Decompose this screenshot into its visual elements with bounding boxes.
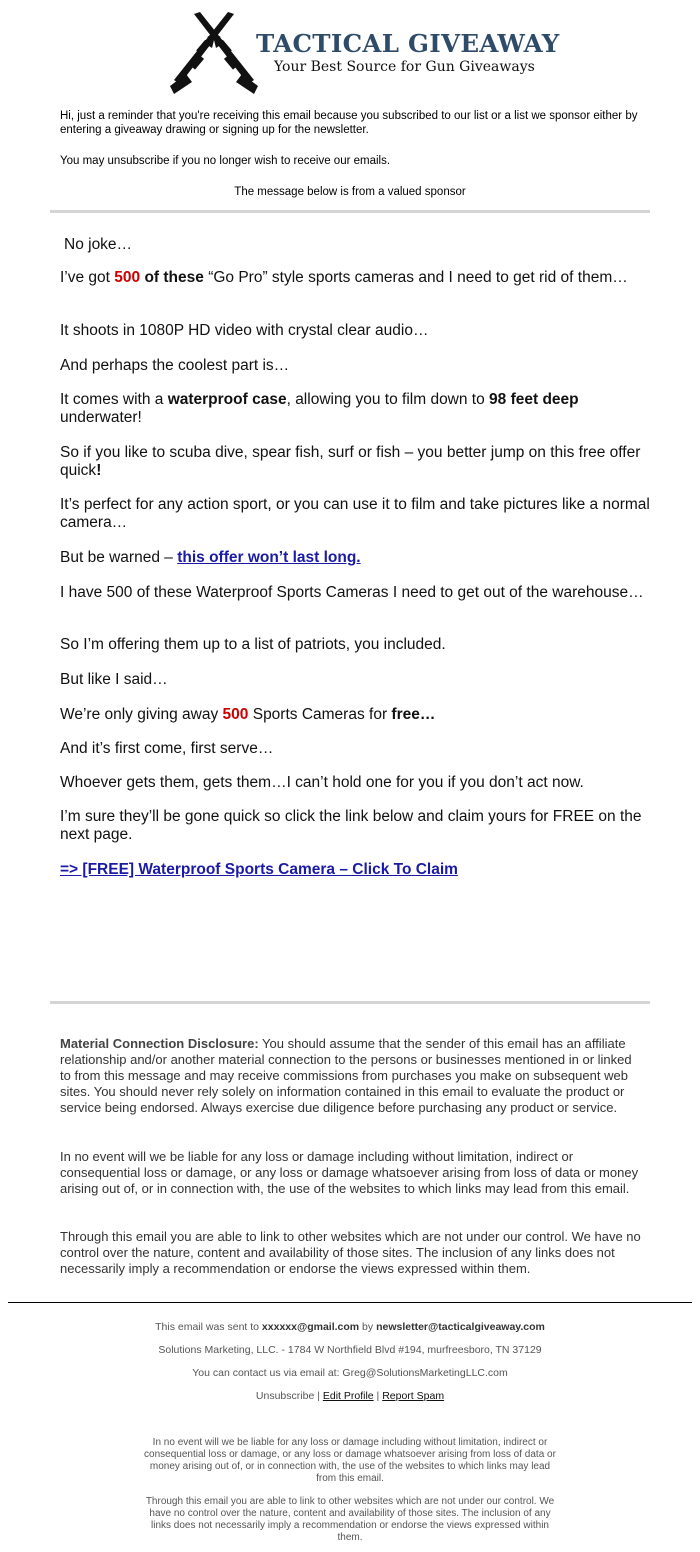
message-paragraph: So I’m offering them up to a list of patriots, you included. — [60, 636, 446, 653]
bold-text: waterproof case — [167, 391, 287, 408]
message-paragraph: It shoots in 1080P HD video with crystal clear audio… — [60, 322, 429, 339]
claim-camera-link[interactable]: => [FREE] Waterproof Sports Camera – Click To Claim — [60, 861, 458, 878]
separator: | — [373, 1390, 383, 1402]
text: It comes with a — [60, 391, 168, 408]
logo-tagline: Your Best Source for Gun Giveaways — [274, 59, 535, 75]
message-paragraph — [60, 269, 650, 287]
message-paragraph — [60, 391, 650, 427]
sponsor-note: The message below is from a valued sponsor — [234, 186, 466, 198]
message-paragraph: And it’s first come, first serve… — [60, 740, 274, 757]
postal-address: Solutions Marketing, LLC. - 1784 W Northfield Blvd #194, murfreesboro, TN 37129 — [158, 1344, 542, 1356]
footer-liability: In no event will we be liable for any loss or damage including without limitation, indirect or consequential loss or damage, or any loss or damage whatsoever arising from loss of data or money arising out of, or in connection with, the use of the websites to which links may lead from this email. — [144, 1437, 556, 1484]
bold-text: free… — [391, 706, 436, 723]
text: So if you like to scuba dive, spear fish, surf or fish – you better jump on this free offer quick — [60, 444, 641, 479]
text: Sports Cameras for — [248, 706, 392, 723]
disclosure-paragraph — [60, 1036, 642, 1116]
bold-text: 98 feet deep — [489, 391, 579, 408]
footer-external-links: Through this email you are able to link to other websites which are not under our control. We have no control over the nature, content and availability of those sites. The inclusion of any links does not necessarily imply a recommendation or endorse the views expressed within them. — [145, 1496, 555, 1543]
report-spam-link[interactable]: Report Spam — [382, 1390, 445, 1402]
crossed-rifles-logo-icon — [158, 10, 270, 96]
disclosure-label: Material Connection Disclosure: — [60, 1036, 259, 1051]
message-paragraph — [60, 706, 650, 724]
recipient-email: xxxxxx@gmail.com — [261, 1321, 360, 1333]
logo-title: TACTICAL GIVEAWAY — [256, 29, 560, 58]
bold-text: ! — [96, 462, 102, 479]
edit-profile-link[interactable]: Edit Profile — [322, 1390, 374, 1402]
text: underwater! — [60, 409, 142, 426]
text: , allowing you to film down to — [286, 391, 490, 408]
message-paragraph — [60, 549, 650, 567]
contact-line: You can contact us via email at: Greg@SolutionsMarketingLLC.com — [192, 1367, 508, 1379]
liability-paragraph: In no event will we be liable for any loss or damage including without limitation, indirect or consequential loss or damage, or any loss or damage whatsoever arising from loss of data or money arising out of, or in connection with, the use of the websites to which links may lead from this email. — [60, 1149, 639, 1196]
message-paragraph: And perhaps the coolest part is… — [60, 357, 290, 374]
message-paragraph: I’m sure they’ll be gone quick so click the link below and claim yours for FREE on the next page. — [60, 808, 642, 843]
highlight-number: 500 — [222, 706, 249, 723]
sender-email: newsletter@tacticalgiveaway.com — [376, 1321, 545, 1333]
message-paragraph: No joke… — [64, 236, 133, 253]
disclosure-text: You should assume that the sender of this email has an affiliate relationship and/or another material connection to the persons or businesses mentioned in or linked to from this message and may receive commissions from purchases you make on subsequent web sites. You should never rely solely on information contained in this email to evaluate the product or service being endorsed. Always exercise due diligence before purchasing any product or service. — [60, 1036, 632, 1115]
external-links-paragraph: Through this email you are able to link to other websites which are not under our control. We have no control over the nature, content and availability of those sites. The inclusion of any links does not necessarily imply a recommendation or endorse the views expressed within them. — [60, 1229, 641, 1276]
offer-link[interactable]: this offer won’t last long. — [177, 549, 361, 566]
text: We’re only giving away — [60, 706, 223, 723]
text: “Go Pro” style sports cameras and I need to get rid of them… — [203, 269, 628, 286]
text: I’ve got — [60, 269, 115, 286]
cta-paragraph — [60, 861, 650, 879]
sent-to-line — [0, 1321, 700, 1333]
message-paragraph: I have 500 of these Waterproof Sports Cameras I need to get out of the warehouse… — [60, 584, 644, 601]
footer-divider — [8, 1302, 692, 1303]
text: But be warned – — [60, 549, 178, 566]
text: by — [359, 1321, 377, 1333]
bold-text: of these — [140, 269, 204, 286]
footer-links — [0, 1390, 700, 1402]
divider — [50, 1001, 650, 1004]
text: This email was sent to — [155, 1321, 262, 1333]
message-paragraph: But like I said… — [60, 671, 168, 688]
message-paragraph: It’s perfect for any action sport, or you can use it to film and take pictures like a normal camera… — [60, 496, 650, 531]
highlight-number: 500 — [114, 269, 141, 286]
separator: | — [314, 1390, 323, 1402]
unsubscribe-link[interactable]: Unsubscribe — [255, 1390, 315, 1402]
subscription-reminder: Hi, just a reminder that you're receiving this email because you subscribed to our list or a list we sponsor either by entering a giveaway drawing or signing up for the newsletter. — [60, 110, 638, 136]
message-paragraph — [60, 444, 650, 480]
divider — [50, 210, 650, 213]
email-header — [0, 0, 700, 100]
unsubscribe-note: You may unsubscribe if you no longer wish to receive our emails. — [60, 155, 391, 167]
message-paragraph: Whoever gets them, gets them…I can’t hold one for you if you don’t act now. — [60, 774, 584, 791]
